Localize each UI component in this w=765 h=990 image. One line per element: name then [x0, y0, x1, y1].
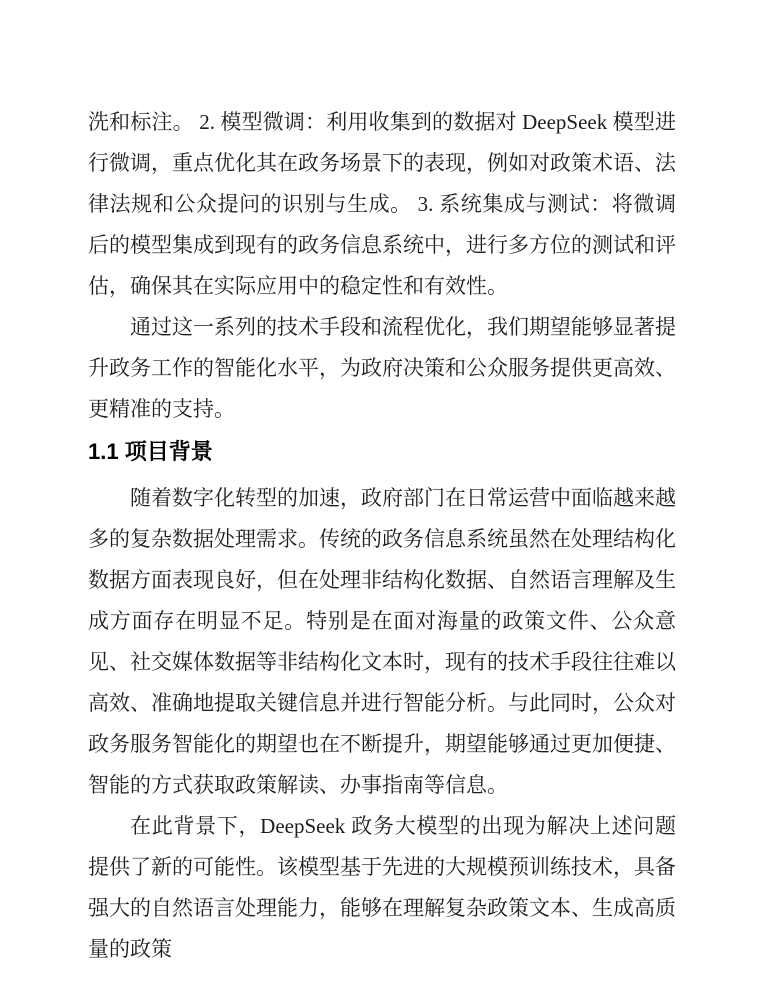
body-paragraph: 通过这一系列的技术手段和流程优化，我们期望能够显著提升政务工作的智能化水平，为政府决策和公众服务提供更高效、更精准的支持。 [88, 315, 676, 421]
section-heading: 1.1 项目背景 [88, 439, 213, 464]
body-paragraph-clipped: 在此背景下，DeepSeek 政务大模型的出现为解决上述问题提供了新的可能性。该模型基于先进的大规模预训练技术，具备强大的自然语言处理能力，能够在理解复杂政策文本、生成高质量的政策 [88, 814, 676, 961]
body-paragraph: 随着数字化转型的加速，政府部门在日常运营中面临越来越多的复杂数据处理需求。传统的政务信息系统虽然在处理结构化数据方面表现良好，但在处理非结构化数据、自然语言理解及生成方面存在明显不足。特别是在面对海量的政策文件、公众意见、社交媒体数据等非结构化文本时，现有的技术手段往往难以高效、准确地提取关键信息并进行智能分析。与此同时，公众对政务服务智能化的期望也在不断提升，期望能够通过更加便捷、智能的方式获取政策解读、办事指南等信息。 [88, 486, 676, 797]
body-paragraph-continuation: 洗和标注。 2. 模型微调：利用收集到的数据对 DeepSeek 模型进行微调，重点优化其在政务场景下的表现，例如对政策术语、法律法规和公众提问的识别与生成。 3. 系统集成与测试：将微调后的模型集成到现有的政务信息系统中，进行多方位的测试和评估，确保其在实际应用中的稳定性和有效性。 [88, 110, 676, 298]
